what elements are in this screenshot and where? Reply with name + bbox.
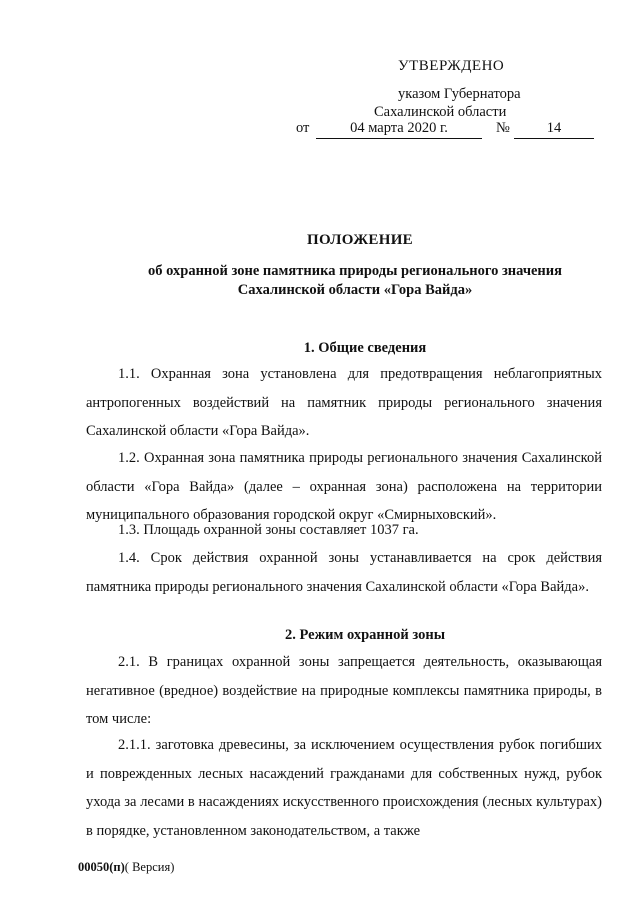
document-version: ( Версия) (124, 860, 175, 874)
number-prefix: № (496, 120, 510, 136)
approval-stamp-title: УТВЕРЖДЕНО (398, 58, 505, 74)
paragraph-1-3: 1.3. Площадь охранной зоны составляет 1037 га. (118, 522, 419, 538)
document-code: 00050(п) (78, 860, 125, 874)
document-subtitle: об охранной зоне памятника природы регионального значения Сахалинской области «Гора Вайда» (148, 263, 562, 298)
decree-number: 14 (514, 120, 594, 139)
section-1-heading: 1. Общие сведения (303, 340, 427, 356)
page-footer (78, 860, 174, 875)
paragraph-1-1: 1.1. Охранная зона установлена для предотвращения неблагоприятных антропогенных воздействий на памятник природы регионального значения Сахалинской области «Гора Вайда». (86, 366, 602, 439)
paragraph-1-2: 1.2. Охранная зона памятника природы регионального значения Сахалинской области «Гора Вайда» (далее – охранная зона) расположена на территории муниципального образования городской округ «Смирныховский». (86, 450, 602, 523)
section-2-heading: 2. Режим охранной зоны (284, 627, 446, 643)
decree-authority: указом Губернатора (398, 86, 521, 102)
decree-date-line (296, 120, 598, 140)
document-title: ПОЛОЖЕНИЕ (307, 232, 413, 248)
paragraph-2-1-1: 2.1.1. заготовка древесины, за исключением осуществления рубок погибших и поврежденных лесных насаждений гражданами для собственных нужд, рубок ухода за лесами в насаждениях искусственного происхождения (лесных культурах) в порядке, установленном законодательством, а также (86, 737, 602, 839)
decree-date: 04 марта 2020 г. (316, 120, 482, 139)
date-prefix: от (296, 120, 310, 136)
paragraph-2-1: 2.1. В границах охранной зоны запрещается деятельность, оказывающая негативное (вредное) воздействие на природные комплексы памятника природы, в том числе: (86, 654, 602, 727)
decree-region: Сахалинской области (374, 104, 507, 120)
paragraph-1-4: 1.4. Срок действия охранной зоны устанавливается на срок действия памятника природы регионального значения Сахалинской области «Гора Вайда». (86, 550, 602, 595)
